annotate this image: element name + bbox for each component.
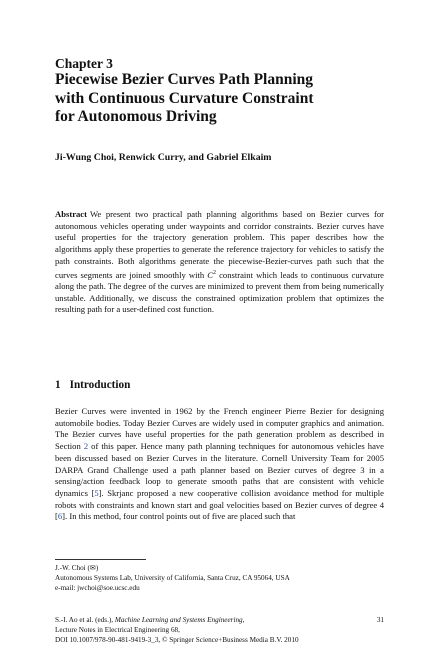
citation-link[interactable]: 5 xyxy=(94,487,99,498)
c2-superscript: 2 xyxy=(213,269,216,276)
chapter-title xyxy=(55,71,384,127)
section-ref-link[interactable]: 2 xyxy=(83,441,89,452)
footnote-author: J.-W. Choi (✉) xyxy=(55,564,99,572)
title-line: for Autonomous Driving xyxy=(55,108,217,125)
abstract xyxy=(55,209,384,316)
abstract-text: constraint which leads to continuous curvature along the path. The degree of the curves are minimized to prevent them from being numerically unstable. Additionally, we discuss the constrained optimization problem that optimizes the resulting path for a user-defined cost function. xyxy=(55,269,384,315)
intro-text: Bezier Curves were invented in 1962 by the French engineer Pierre Bezier for designing automobile bodies. Today Bezier Curves are widely used in computer graphics and animation. The Bezier curves have useful properties for the path generation problem as described in Section xyxy=(55,406,384,452)
abstract-text: We present two practical path planning algorithms based on Bezier curves for autonomous vehicles operating under waypoints and corridor constraints. Bezier curves have useful properties for the trajectory generation problem. This paper describes how the algorithms apply these properties to generate the reference trajectory for vehicles to satisfy the path constraints. Both algorithms generate the piecewise-Bezier-curves path such that the curves segments are joined smoothly with xyxy=(55,209,384,280)
publication-doi: DOI 10.1007/978-90-481-9419-3_3, © Springer Science+Business Media B.V. 2010 xyxy=(55,636,299,644)
section-number: 1 xyxy=(55,379,61,391)
footnote-affiliation: Autonomous Systems Lab, University of California, Santa Cruz, CA 95064, USA xyxy=(55,574,290,582)
section-heading xyxy=(55,378,384,392)
publication-series: Lecture Notes in Electrical Engineering 68, xyxy=(55,626,180,634)
title-line: Piecewise Bezier Curves Path Planning xyxy=(55,71,314,88)
publication-book-end: , xyxy=(242,616,245,624)
author-list: Ji-Wung Choi, Renwick Curry, and Gabriel Elkaim xyxy=(55,152,272,163)
publication-book: Machine Learning and Systems Engineering xyxy=(114,616,243,624)
intro-text: ]. In this method, four control points out of five are placed such that xyxy=(62,511,296,522)
c2-symbol: C xyxy=(207,269,213,280)
intro-paragraph xyxy=(55,406,384,523)
footnote-email: e-mail: jwchoi@soe.ucsc.edu xyxy=(55,584,140,592)
page-number: 31 xyxy=(376,616,384,624)
abstract-label: Abstract xyxy=(55,209,87,219)
publication-editors: S.-I. Ao et al. (eds.), xyxy=(55,616,115,624)
title-line: with Continuous Curvature Constraint xyxy=(55,89,314,107)
section-title: Introduction xyxy=(69,379,131,391)
publication-editors-line xyxy=(55,615,315,625)
citation-link[interactable]: 6 xyxy=(57,511,63,522)
footnote-rule xyxy=(55,559,146,560)
chapter-label: Chapter 3 xyxy=(55,56,113,71)
footnote xyxy=(55,563,384,593)
intro-text: ]. Skrjanc proposed a new cooperative collision avoidance method for multiple robots with constraints and known start and goal velocities based on Bezier curves of degree 4 [ xyxy=(55,487,384,522)
publication-info xyxy=(55,615,315,645)
intro-text: of this paper. Hence many path planning techniques for autonomous vehicles have been discussed based on Bezier Curves in the literature. Cornell University Team for 2005 DARPA Grand Challenge used a path planner based on Bezier curves of degree 3 in a sensing/action feedback loop to generate smooth paths that are consistent with vehicle dynamics [ xyxy=(55,441,384,498)
